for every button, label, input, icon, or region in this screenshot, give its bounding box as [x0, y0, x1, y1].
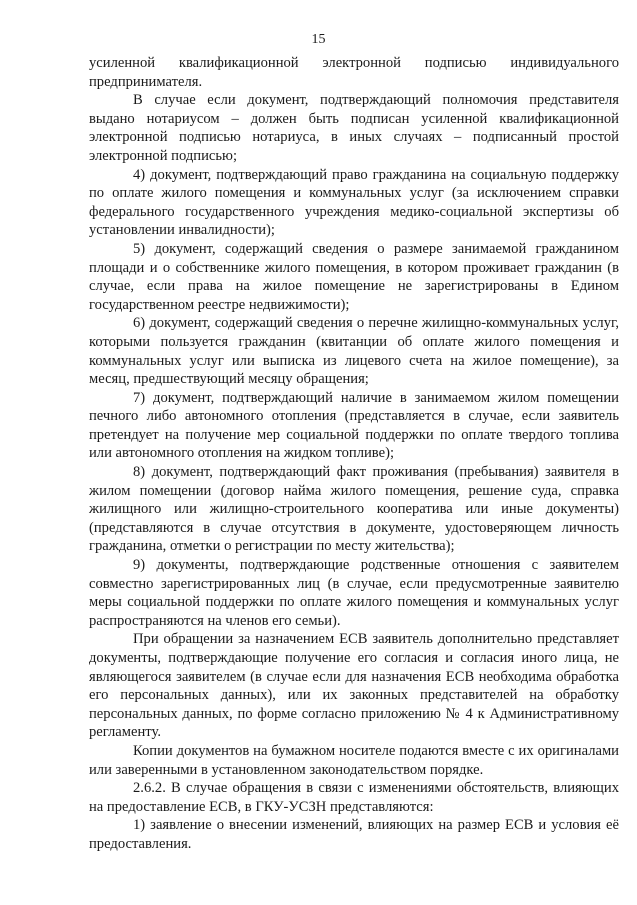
paragraph-copies: Копии документов на бумажном носителе подаются вместе с их оригиналами или заверенными в установленном законодательством порядке.	[89, 742, 619, 778]
paragraph-representative-authority: В случае если документ, подтверждающий полномочия представителя выдано нотариусом – должен быть подписан усиленной квалификационной электронной подписью нотариуса, в иных случаях – подписанный простой электронной подписью;	[89, 92, 619, 164]
list-item-6: 6) документ, содержащий сведения о перечне жилищно-коммунальных услуг, которыми пользуется гражданин (квитанции об оплате жилого помещения и коммунальных услуг или выписка из лицевого счета на жилое помещение), за месяц, предшествующий месяцу обращения;	[89, 315, 619, 388]
page-number: 15	[311, 32, 326, 47]
list-item-9: 9) документы, подтверждающие родственные отношения с заявителем совместно зарегистрированных лиц (в случае, если предусмотренные заявителю меры социальной поддержки по оплате жилого помещения и коммунальных услуг распространяются на членов его семьи).	[89, 557, 619, 629]
list-item-5: 5) документ, содержащий сведения о размере занимаемой гражданином площади и о собственнике жилого помещения, в котором проживает гражданин (в случае, если права на жилое помещение не зарегистрированы в Едином государственном реестре недвижимости);	[89, 240, 619, 313]
document-body	[89, 54, 619, 854]
paragraph-continuation: усиленной квалификационной электронной подписью индивидуального предпринимателя.	[89, 55, 619, 90]
list-item-4: 4) документ, подтверждающий право гражданина на социальную поддержку по оплате жилого помещения и коммунальных услуг (за исключением справки федерального государственного учреждения медико-социальной экспертизы об установлении инвалидности);	[89, 166, 619, 239]
list-item-8: 8) документ, подтверждающий факт проживания (пребывания) заявителя в жилом помещении (договор найма жилого помещения, решение суда, справка жилищного или жилищно-строительного кооператива или иные документы) (представляются в случае отсутствия в документе, удостоверяющем личность гражданина, отметки о регистрации по месту жительства);	[89, 464, 619, 555]
section-2-6-2-item-1: 1) заявление о внесении изменений, влияющих на размер ЕСВ и условия её предоставления.	[89, 817, 619, 852]
paragraph-consent: При обращении за назначением ЕСВ заявитель дополнительно представляет документы, подтверждающие получение его согласия и согласия иного лица, не являющегося заявителем (в случае если для назначения ЕСВ необходима обработка его персональных данных), или их законных представителей на обработку персональных данных, по форме согласно приложению № 4 к Административному регламенту.	[89, 631, 619, 741]
section-2-6-2: 2.6.2. В случае обращения в связи с изменениями обстоятельств, влияющих на предоставление ЕСВ, в ГКУ-УСЗН представляются:	[89, 780, 619, 815]
list-item-7: 7) документ, подтверждающий наличие в занимаемом жилом помещении печного либо автономного отопления (представляется в случае, если заявитель претендует на получение мер социальной поддержки по оплате твердого топлива или автономного отопления на жидком топливе);	[89, 389, 619, 462]
